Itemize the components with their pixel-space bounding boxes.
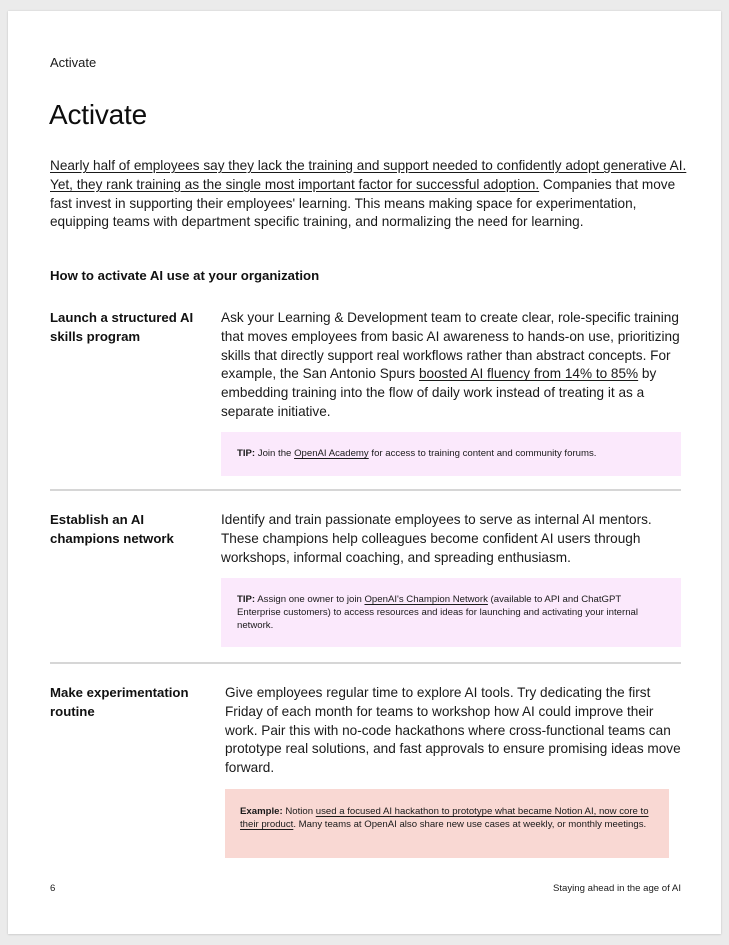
- callout-text: . Many teams at OpenAI also share new use cases at weekly, or monthly meetings.: [293, 819, 647, 830]
- intro-body-text: Companies that move fast invest in supporting their employees' learning. This means making space for experimentation, equipping teams with department specific training, and normalizing the need for learning.: [50, 176, 676, 230]
- row-body-text: by embedding training into the flow of daily work instead of treating it as a separate initiative.: [221, 366, 657, 419]
- example-callout: [225, 789, 669, 858]
- document-page: [8, 11, 721, 934]
- page-number: 6: [50, 883, 56, 894]
- openai-academy-link[interactable]: OpenAI Academy: [294, 448, 369, 459]
- section-heading: How to activate AI use at your organization: [50, 268, 320, 283]
- tip-callout: [221, 578, 681, 647]
- row-label: Make experimentation routine: [50, 685, 189, 719]
- section-divider: [50, 662, 681, 664]
- row-body: [221, 309, 681, 422]
- notion-hackathon-link[interactable]: used a focused AI hackathon to prototype what became Notion AI, now core to their product: [240, 806, 649, 830]
- tip-callout: [221, 432, 681, 476]
- section-divider: [50, 489, 681, 491]
- footer-document-title: Staying ahead in the age of AI: [552, 883, 681, 894]
- running-header: Activate: [50, 55, 97, 70]
- spurs-case-study-link[interactable]: boosted AI fluency from 14% to 85%: [419, 366, 639, 382]
- callout-text: (available to API and ChatGPT Enterprise customers) to access resources and ideas for launching and activating your internal network.: [237, 594, 639, 631]
- callout-text: Notion: [282, 806, 316, 817]
- callout-lead: TIP:: [237, 448, 256, 459]
- row-label: Establish an AI champions network: [50, 512, 174, 546]
- callout-text: for access to training content and community forums.: [368, 448, 597, 459]
- callout-lead: TIP:: [237, 594, 256, 605]
- champion-network-link[interactable]: OpenAI's Champion Network: [364, 594, 488, 605]
- callout-lead: Example:: [240, 806, 283, 817]
- row-body-text: Ask your Learning & Development team to create clear, role-specific training that moves employees from basic AI awareness to hands-on use, prioritizing skills that directly support real workflows rather than abstract concepts. For example, the San Antonio Spurs: [221, 310, 680, 382]
- callout-text: Join the: [255, 448, 295, 459]
- intro-paragraph: [50, 157, 690, 232]
- intro-source-link[interactable]: Nearly half of employees say they lack the training and support needed to confidently adopt generative AI. Yet, they rank training as the single most important factor for successful adoption.: [50, 158, 687, 192]
- callout-text: Assign one owner to join: [255, 594, 365, 605]
- row-label: Launch a structured AI skills program: [50, 310, 194, 344]
- row-body: Identify and train passionate employees to serve as internal AI mentors. These champions help colleagues become confident AI users through workshops, informal coaching, and spreading enthusiasm.: [221, 512, 652, 565]
- page-title: Activate: [49, 99, 147, 130]
- row-body: Give employees regular time to explore AI tools. Try dedicating the first Friday of each month for teams to workshop how AI could improve their work. Pair this with no-code hackathons where cross-functional teams can prototype real solutions, and fast approvals to ensure promising ideas move forward.: [225, 685, 681, 776]
